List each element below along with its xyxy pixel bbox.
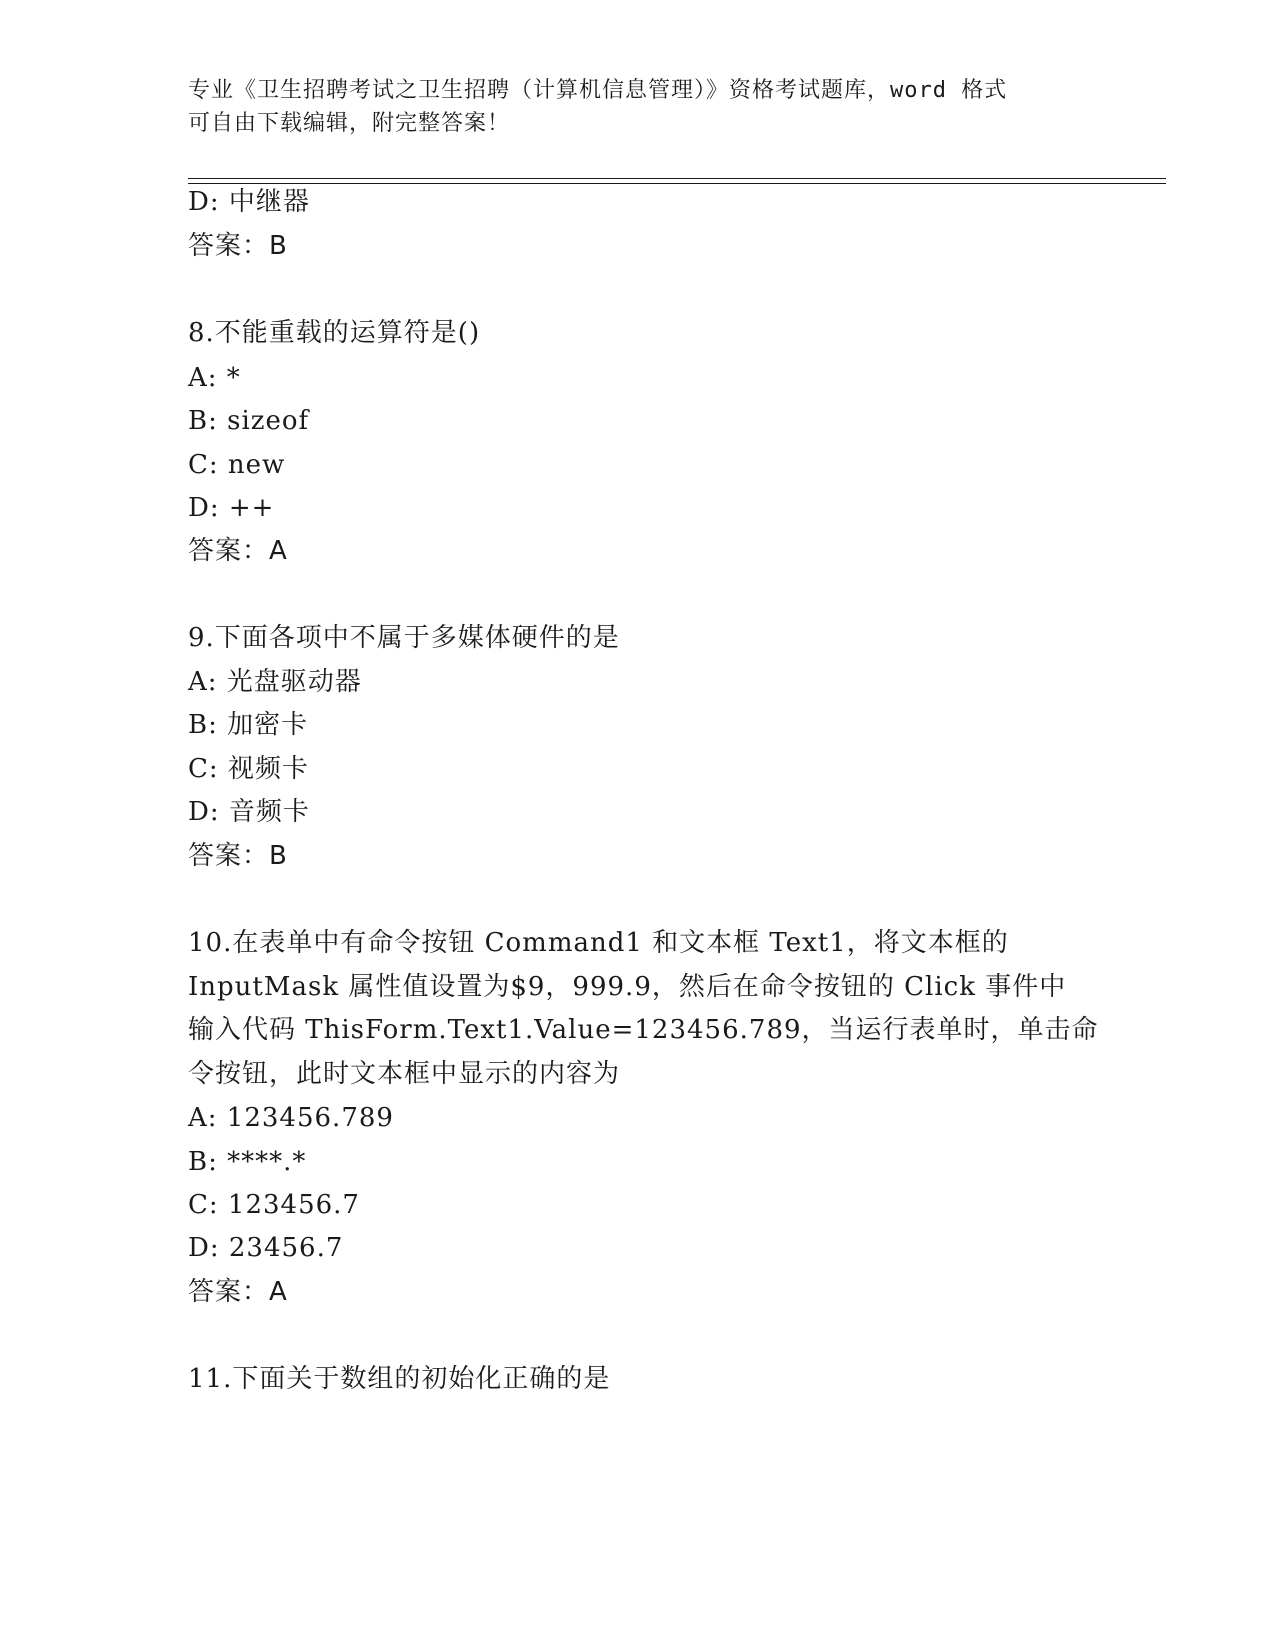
question-9-option-a: A: 光盘驱动器 bbox=[188, 667, 362, 697]
question-10-text-line-4: 令按钮，此时文本框中显示的内容为 bbox=[188, 1059, 621, 1089]
document-header bbox=[188, 74, 1088, 140]
header-rule-bottom bbox=[188, 183, 1166, 184]
header-rule-top bbox=[188, 178, 1166, 179]
question-8-option-a: A: * bbox=[188, 363, 241, 393]
question-9-option-c: C: 视频卡 bbox=[188, 754, 309, 784]
header-line-2: 可自由下载编辑，附完整答案！ bbox=[188, 111, 511, 136]
question-10-option-b: B: ****.* bbox=[188, 1147, 307, 1177]
question-8-option-d: D: ++ bbox=[188, 493, 275, 523]
header-line-1: 专业《卫生招聘考试之卫生招聘（计算机信息管理）》资格考试题库，word 格式 bbox=[188, 78, 1008, 103]
question-8-option-b: B: sizeof bbox=[188, 406, 310, 436]
question-8-text: 8.不能重载的运算符是() bbox=[188, 318, 481, 348]
question-9-text: 9.下面各项中不属于多媒体硬件的是 bbox=[188, 623, 620, 653]
question-10-text-line-3: 输入代码 ThisForm.Text1.Value=123456.789，当运行表单时，单击命 bbox=[188, 1015, 1099, 1045]
question-9-option-b: B: 加密卡 bbox=[188, 710, 309, 740]
question-10-answer: 答案：A bbox=[188, 1277, 288, 1307]
prev-answer: 答案：B bbox=[188, 231, 288, 261]
question-11-text: 11.下面关于数组的初始化正确的是 bbox=[188, 1364, 611, 1394]
question-10-option-a: A: 123456.789 bbox=[188, 1103, 394, 1133]
question-10-option-c: C: 123456.7 bbox=[188, 1190, 360, 1220]
question-8-answer: 答案：A bbox=[188, 536, 288, 566]
question-9-answer: 答案：B bbox=[188, 841, 288, 871]
question-10-option-d: D: 23456.7 bbox=[188, 1233, 344, 1263]
question-9-option-d: D: 音频卡 bbox=[188, 797, 310, 827]
question-8-option-c: C: new bbox=[188, 450, 286, 480]
question-10-text-line-2: InputMask 属性值设置为$9，999.9，然后在命令按钮的 Click 事件中 bbox=[188, 972, 1067, 1002]
question-10-text-line-1: 10.在表单中有命令按钮 Command1 和文本框 Text1，将文本框的 bbox=[188, 928, 1009, 958]
prev-option-d: D: 中继器 bbox=[188, 187, 310, 217]
